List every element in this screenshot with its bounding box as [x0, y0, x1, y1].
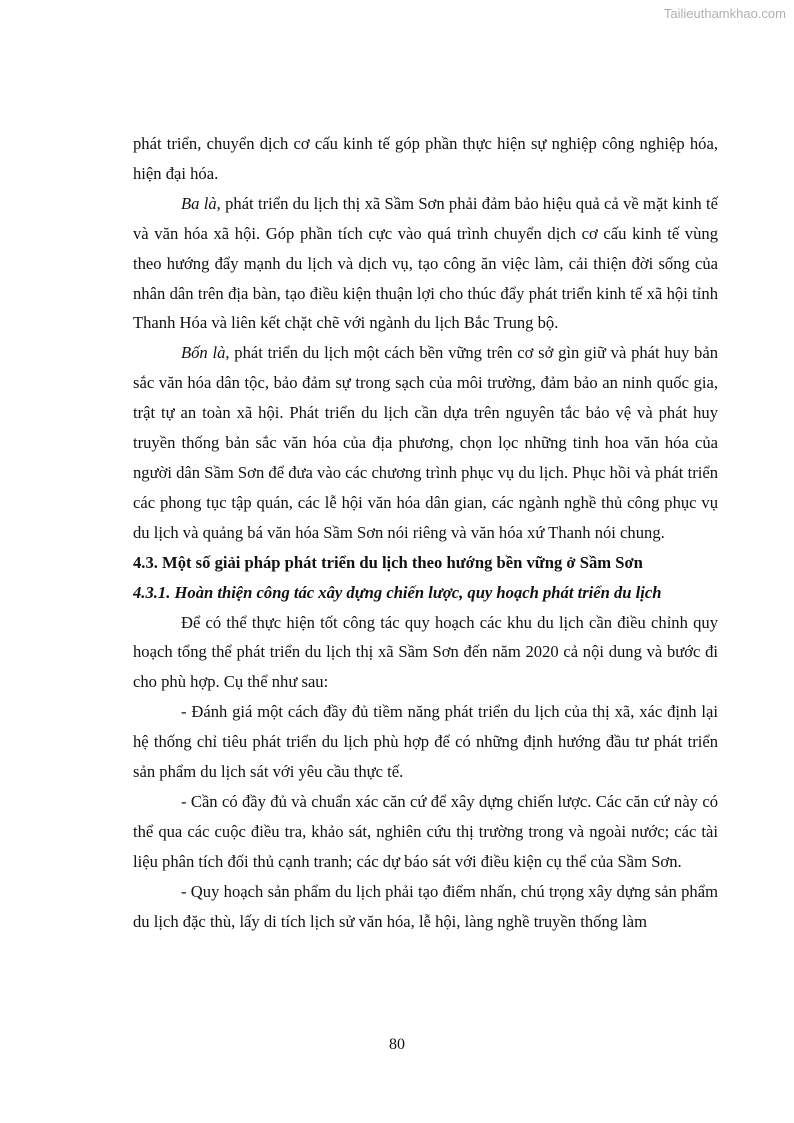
list-item: - Đánh giá một cách đầy đủ tiềm năng phát triển du lịch của thị xã, xác định lại hệ thống chỉ tiêu phát triển du lịch phù hợp để có những định hướng đầu tư phát triển sản phẩm du lịch sát với yêu cầu thực tế. [133, 702, 718, 782]
paragraph-lead-italic: Ba là, [181, 193, 221, 213]
paragraph-ba-la [133, 189, 718, 339]
paragraph-bon-la [133, 338, 718, 547]
paragraph-intro: Để có thể thực hiện tốt công tác quy hoạch các khu du lịch cần điều chỉnh quy hoạch tổng thể phát triển du lịch thị xã Sầm Sơn đến năm 2020 cả nội dung và bước đi cho phù hợp. Cụ thể như sau: [133, 612, 718, 692]
page-number: 80 [389, 1036, 405, 1053]
paragraph-text: phát triển du lịch thị xã Sầm Sơn phải đảm bảo hiệu quả cả về mặt kinh tế và văn hóa xã hội. Góp phần tích cực vào quá trình chuyển dịch cơ cấu kinh tế vùng theo hướng đẩy mạnh du lịch và dịch vụ, tạo công ăn việc làm, cải thiện đời sống của nhân dân trên địa bàn, tạo điều kiện thuận lợi cho thúc đẩy phát triển kinh tế xã hội tỉnh Thanh Hóa và liên kết chặt chẽ với ngành du lịch Bắc Trung bộ. [133, 193, 719, 333]
paragraph-continuation: phát triển, chuyển dịch cơ cấu kinh tế góp phần thực hiện sự nghiệp công nghiệp hóa, hiện đại hóa. [133, 134, 718, 183]
list-item: - Quy hoạch sản phẩm du lịch phải tạo điểm nhấn, chú trọng xây dựng sản phẩm du lịch đặc thù, lấy di tích lịch sử văn hóa, lễ hội, làng nghề truyền thống làm [133, 881, 718, 931]
subsection-heading: 4.3.1. Hoàn thiện công tác xây dựng chiến lược, quy hoạch phát triển du lịch [133, 582, 662, 602]
list-item: - Cần có đầy đủ và chuẩn xác căn cứ để xây dựng chiến lược. Các căn cứ này có thể qua các cuộc điều tra, khảo sát, nghiên cứu thị trường trong và ngoài nước; các tài liệu phân tích đối thủ cạnh tranh; các dự báo sát với điều kiện cụ thể của Sầm Sơn. [133, 791, 718, 871]
document-body [133, 129, 718, 936]
paragraph-text: , phát triển du lịch một cách bền vững trên cơ sở gìn giữ và phát huy bản sắc văn hóa dân tộc, bảo đảm sự trong sạch của môi trường, đảm bảo an ninh quốc gia, trật tự an toàn xã hội. Phát triển du lịch cần dựa trên nguyên tắc bảo vệ và phát huy truyền thống bản sắc văn hóa của địa phương, chọn lọc những tinh hoa văn hóa của người dân Sầm Sơn để đưa vào các chương trình phục vụ du lịch. Phục hồi và phát triển các phong tục tập quán, các lễ hội văn hóa dân gian, các ngành nghề thủ công phục vụ du lịch và quảng bá văn hóa Sầm Sơn nói riêng và văn hóa xứ Thanh nói chung. [133, 343, 718, 542]
paragraph-lead-italic: Bốn là [181, 343, 226, 363]
watermark: Tailieuthamkhao.com [663, 6, 786, 21]
section-heading: 4.3. Một số giải pháp phát triển du lịch theo hướng bền vững ở Sầm Sơn [133, 552, 643, 572]
